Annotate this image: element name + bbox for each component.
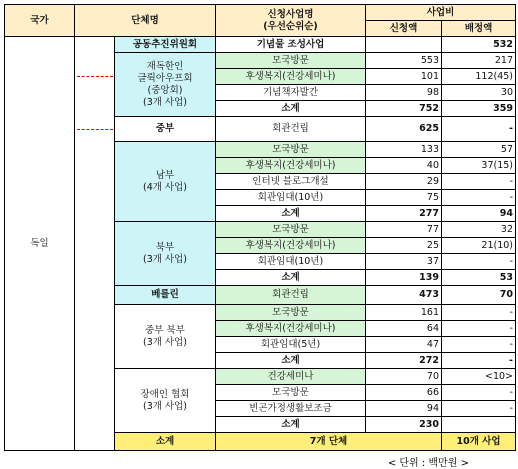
committee-project: 기념물 조성사업 [216, 37, 366, 53]
project-name: 회관임대(10년) [216, 190, 366, 206]
org-north [115, 222, 216, 286]
header-requested: 신청액 [366, 21, 442, 37]
org-midnorth [115, 305, 216, 369]
requested-value: 133 [366, 142, 442, 158]
project-name: 후생복지(건강세미나) [216, 238, 366, 254]
requested-value: 40 [366, 158, 442, 174]
project-name: 회관임대(5년) [216, 337, 366, 353]
subtotal-allocated: 94 [442, 206, 516, 222]
tree-line-1 [77, 76, 113, 77]
allocated-value: - [442, 190, 516, 206]
subtotal-allocated: - [442, 353, 516, 369]
requested-value: 25 [366, 238, 442, 254]
project-name: 모국방문 [216, 385, 366, 401]
total-label: 소계 [115, 433, 216, 451]
project-name: 건강세미나 [216, 369, 366, 385]
allocated-value: - [442, 117, 516, 142]
committee-requested [366, 37, 442, 53]
requested-value: 70 [366, 369, 442, 385]
org-middle: 중부 [115, 117, 216, 142]
allocated-value: - [442, 337, 516, 353]
requested-value: 77 [366, 222, 442, 238]
org-midnorth-line: (3개 사업) [142, 336, 187, 348]
allocated-value: - [442, 321, 516, 337]
allocated-value: 112(45) [442, 69, 516, 85]
subtotal-requested: 139 [366, 270, 442, 286]
subtotal-allocated [442, 417, 516, 433]
header-country: 국가 [5, 5, 75, 37]
subtotal-requested: 230 [366, 417, 442, 433]
allocated-value: 32 [442, 222, 516, 238]
budget-table [4, 4, 516, 451]
org-disabled-line: (3개 사업) [142, 400, 187, 412]
org-south-line: (4개 사업) [142, 181, 187, 193]
project-name: 회관건립 [216, 286, 366, 305]
requested-value: 94 [366, 401, 442, 417]
unit-note: < 단위 : 백만원 > [387, 458, 469, 469]
project-name: 인터넷 블로그개설 [216, 174, 366, 190]
committee-allocated: 532 [442, 37, 516, 53]
allocated-value: - [442, 385, 516, 401]
org-central-line: (3개 사업) [142, 96, 187, 108]
requested-value: 66 [366, 385, 442, 401]
requested-value: 75 [366, 190, 442, 206]
requested-value: 161 [366, 305, 442, 321]
subtotal-label: 소계 [216, 417, 366, 433]
requested-value: 473 [366, 286, 442, 305]
subtotal-label: 소계 [216, 353, 366, 369]
project-name: 모국방문 [216, 142, 366, 158]
project-name: 회관임대(10년) [216, 254, 366, 270]
spacer-cell [75, 37, 115, 53]
allocated-value: <10> [442, 369, 516, 385]
requested-value: 625 [366, 117, 442, 142]
allocated-value: - [442, 254, 516, 270]
org-central-line: 재독한인 [146, 60, 184, 72]
allocated-value: 70 [442, 286, 516, 305]
project-name: 후생복지(건강세미나) [216, 321, 366, 337]
header-project-line1: 신청사업명 [267, 8, 314, 20]
org-berlin: 베를린 [115, 286, 216, 305]
header-project-line2: (우선순위순) [263, 20, 318, 32]
subtotal-requested: 752 [366, 101, 442, 117]
project-name: 후생복지(건강세미나) [216, 69, 366, 85]
allocated-value: - [442, 305, 516, 321]
org-disabled [115, 369, 216, 433]
requested-value: 47 [366, 337, 442, 353]
total-orgs: 7개 단체 [216, 433, 442, 451]
allocated-value: 30 [442, 85, 516, 101]
tree-line-2 [77, 129, 113, 130]
project-name: 후생복지(건강세미나) [216, 158, 366, 174]
org-north-line: 북부 [155, 241, 175, 253]
requested-value: 37 [366, 254, 442, 270]
total-projects: 10개 사업 [442, 433, 516, 451]
header-project [216, 5, 366, 37]
org-central-line: 글뤽아우프회 [137, 72, 193, 84]
org-central-line: (중앙회) [147, 84, 183, 96]
requested-value: 29 [366, 174, 442, 190]
allocated-value: 57 [442, 142, 516, 158]
budget-table-container [4, 4, 515, 469]
requested-value: 553 [366, 53, 442, 69]
subtotal-allocated: 359 [442, 101, 516, 117]
header-org: 단체명 [75, 5, 216, 37]
allocated-value: 37(15) [442, 158, 516, 174]
org-midnorth-line: 중부 북부 [145, 324, 185, 336]
org-south-line: 남부 [155, 169, 175, 181]
tree-spacer [75, 53, 115, 451]
subtotal-label: 소계 [216, 270, 366, 286]
subtotal-label: 소계 [216, 206, 366, 222]
subtotal-allocated: 53 [442, 270, 516, 286]
committee-org: 공동추진위원회 [115, 37, 216, 53]
allocated-value: - [442, 401, 516, 417]
project-name: 모국방문 [216, 305, 366, 321]
header-allocated: 배정액 [442, 21, 516, 37]
allocated-value: 21(10) [442, 238, 516, 254]
country-cell: 독일 [5, 37, 75, 451]
allocated-value: 217 [442, 53, 516, 69]
requested-value: 64 [366, 321, 442, 337]
subtotal-requested: 272 [366, 353, 442, 369]
org-central [115, 53, 216, 117]
header-budget: 사업비 [366, 5, 516, 21]
project-name: 기념책자발간 [216, 85, 366, 101]
project-name: 모국방문 [216, 222, 366, 238]
requested-value: 101 [366, 69, 442, 85]
subtotal-label: 소계 [216, 101, 366, 117]
org-south [115, 142, 216, 222]
allocated-value: - [442, 174, 516, 190]
project-name: 회관건립 [216, 117, 366, 142]
project-name: 빈곤가정생활보조금 [216, 401, 366, 417]
project-name: 모국방문 [216, 53, 366, 69]
requested-value: 98 [366, 85, 442, 101]
subtotal-requested: 277 [366, 206, 442, 222]
org-disabled-line: 장애인 협회 [140, 388, 190, 400]
org-north-line: (3개 사업) [142, 253, 187, 265]
